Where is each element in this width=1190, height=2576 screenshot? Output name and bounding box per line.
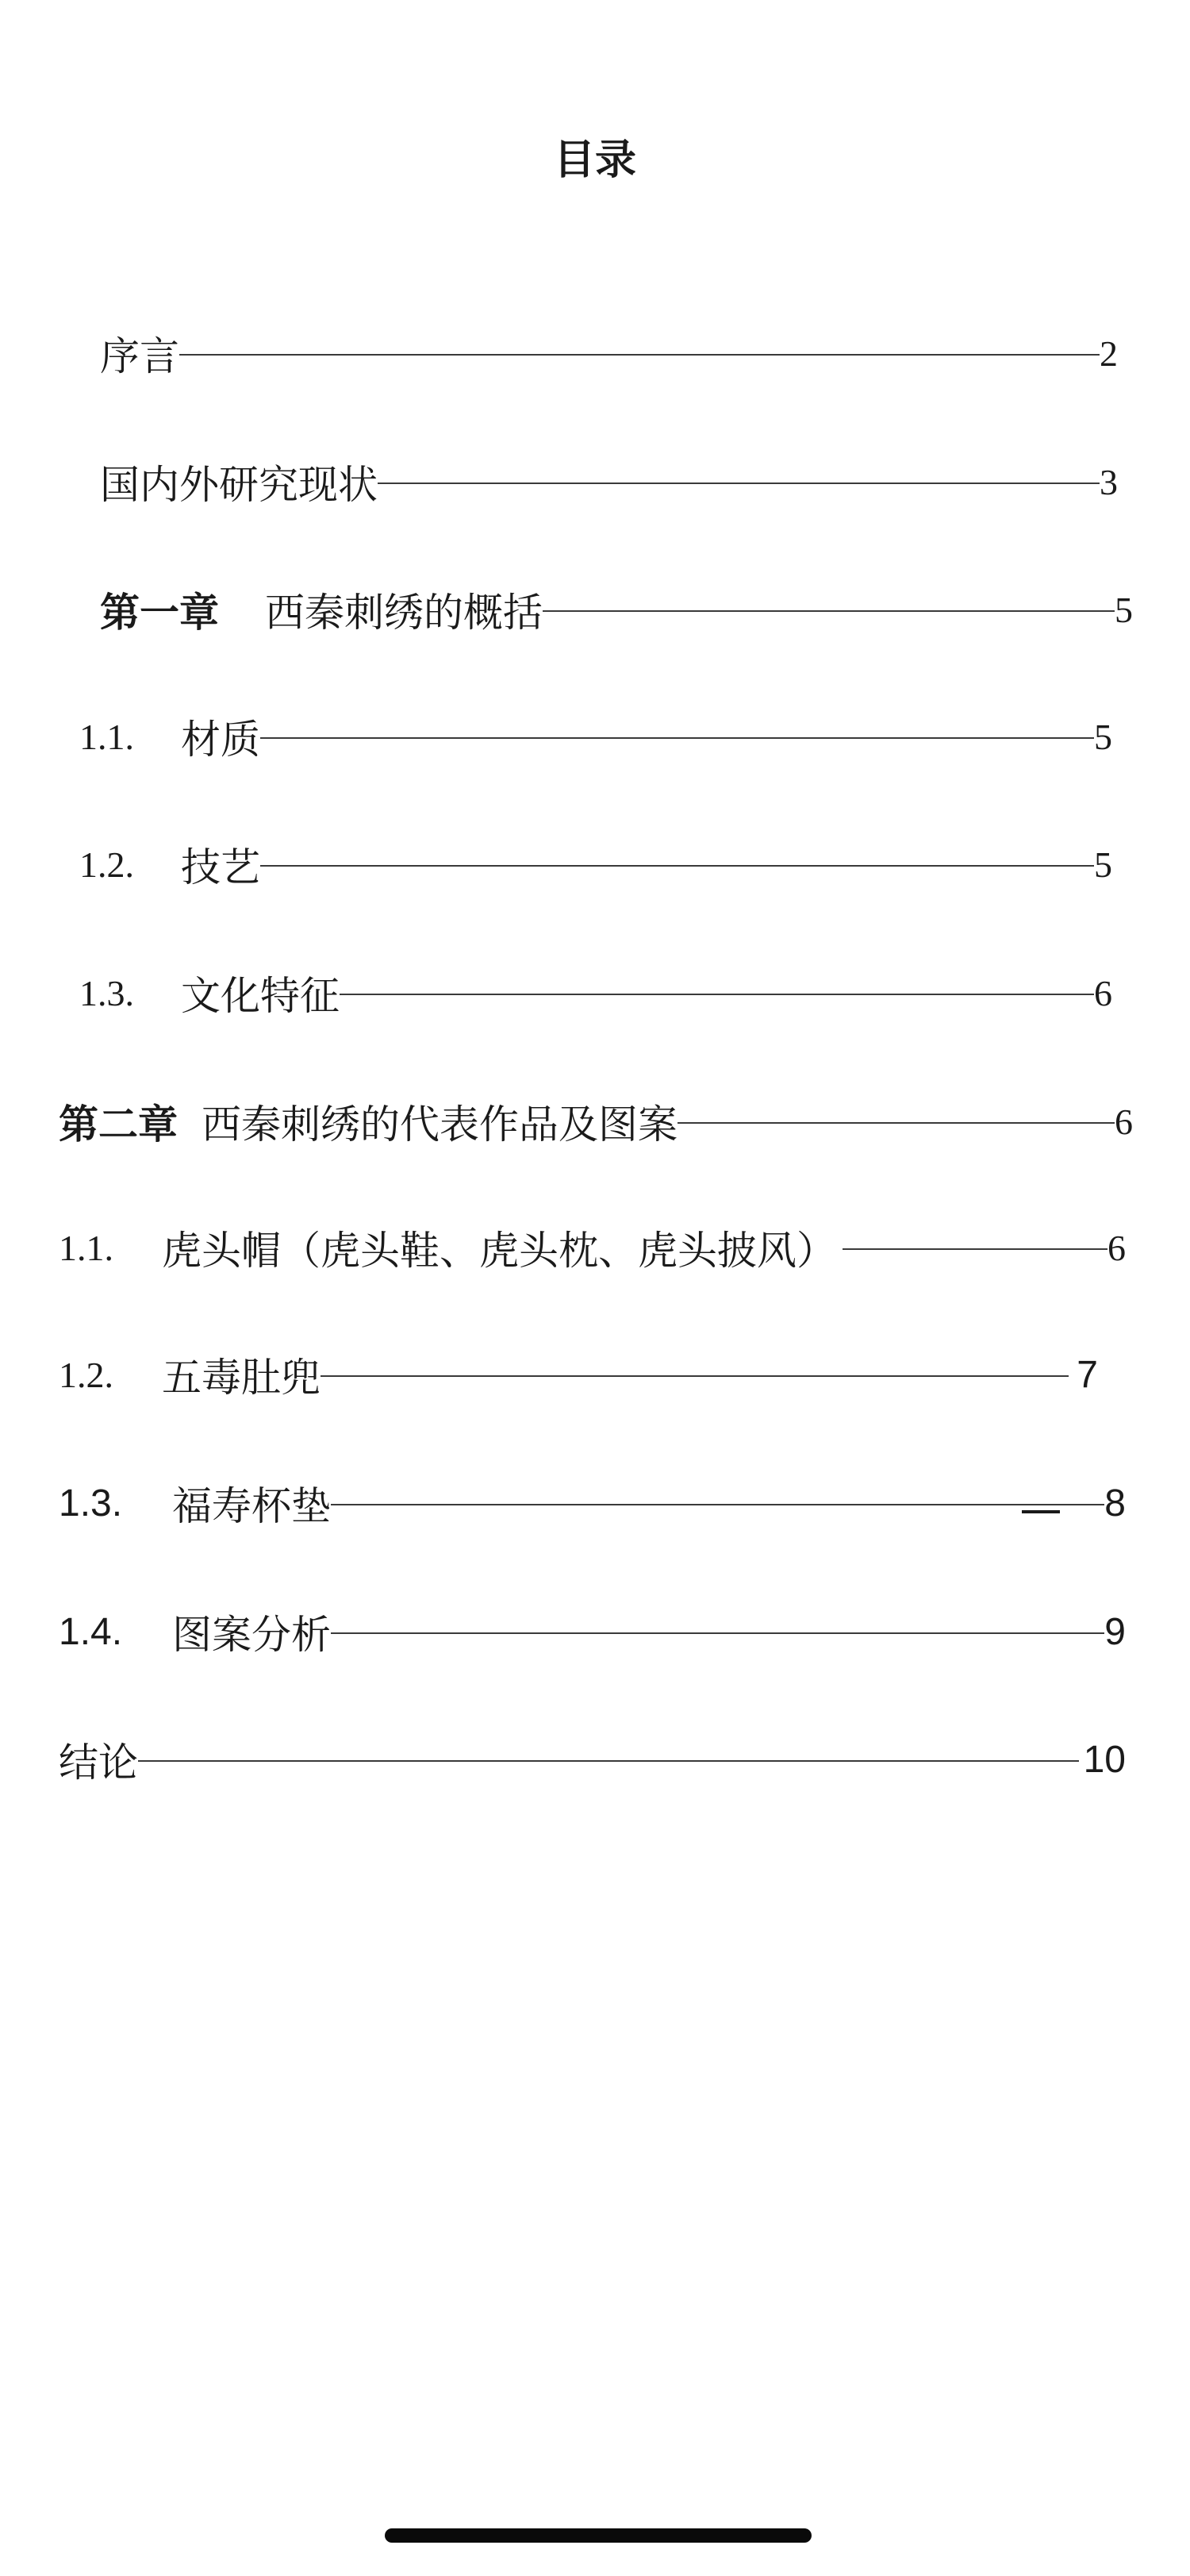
home-indicator[interactable] [385,2528,812,2543]
toc-entry-label: 材质 [181,717,260,763]
toc-page-number: 6 [1115,1101,1133,1142]
toc-entry-research-status[interactable] [100,454,1118,509]
toc-page-number: 10 [1083,1738,1126,1781]
toc-entry-label: 虎头帽（虎头鞋、虎头枕、虎头披风） [162,1228,836,1274]
leader-line [543,610,1115,612]
toc-page-number: 3 [1100,461,1118,502]
toc-entry-section[interactable] [79,836,1112,892]
toc-page-number: 8 [1104,1482,1126,1524]
toc-page-number: 5 [1115,589,1133,630]
chapter-number: 第一章 [100,590,219,636]
toc-page-number: 7 [1077,1353,1098,1396]
section-number: 1.1. [79,716,134,757]
toc-entry-section[interactable] [79,709,1112,764]
leader-line [331,1632,1104,1634]
leader-line [260,865,1094,867]
chapter-number: 第二章 [59,1102,178,1148]
toc-entry-label: 序言 [100,333,179,379]
toc-entry-section[interactable] [79,965,1112,1021]
toc-page-number: 5 [1094,844,1112,885]
toc-page-number: 9 [1104,1610,1126,1653]
section-number: 1.1. [59,1227,113,1268]
toc-entry-chapter-2[interactable] [59,1094,1133,1149]
toc-entry-conclusion[interactable] [59,1732,1126,1787]
section-number: 1.2. [59,1354,113,1395]
toc-page-number: 6 [1094,972,1112,1013]
toc-page-number: 2 [1100,333,1118,374]
toc-entry-label: 福寿杯垫 [172,1483,331,1529]
toc-entry-section[interactable] [59,1347,1098,1402]
toc-entry-label: 国内外研究现状 [100,462,378,508]
section-number: 1.4. [59,1610,123,1653]
chapter-title: 西秦刺绣的概括 [265,590,543,636]
leader-line [179,354,1100,356]
toc-entry-section[interactable] [59,1220,1126,1275]
toc-entry-label: 五毒肚兜 [162,1355,321,1401]
leader-line [678,1122,1115,1124]
toc-entry-label: 图案分析 [172,1612,331,1658]
toc-page-number: 6 [1107,1227,1126,1268]
toc-title: 目录 [553,136,636,184]
section-number: 1.3. [79,972,134,1013]
toc-entry-chapter-1[interactable] [100,582,1133,637]
toc-entry-label: 技艺 [181,844,260,890]
leader-line [378,483,1100,484]
toc-page-number: 5 [1094,716,1112,757]
toc-entry-section[interactable] [59,1475,1126,1531]
chapter-title: 西秦刺绣的代表作品及图案 [202,1102,678,1148]
toc-entry-section[interactable] [59,1604,1126,1659]
leader-dash-mark [1022,1510,1060,1513]
toc-entry-label: 结论 [59,1740,138,1786]
section-number: 1.2. [79,844,134,885]
leader-line [321,1375,1069,1377]
leader-line [260,737,1094,739]
toc-entry-preface[interactable] [100,325,1118,381]
section-number: 1.3. [59,1482,123,1524]
leader-line [331,1504,1104,1505]
toc-entry-label: 文化特征 [181,973,340,1019]
leader-line [138,1760,1079,1762]
leader-line [340,994,1094,995]
leader-line [843,1248,1107,1250]
